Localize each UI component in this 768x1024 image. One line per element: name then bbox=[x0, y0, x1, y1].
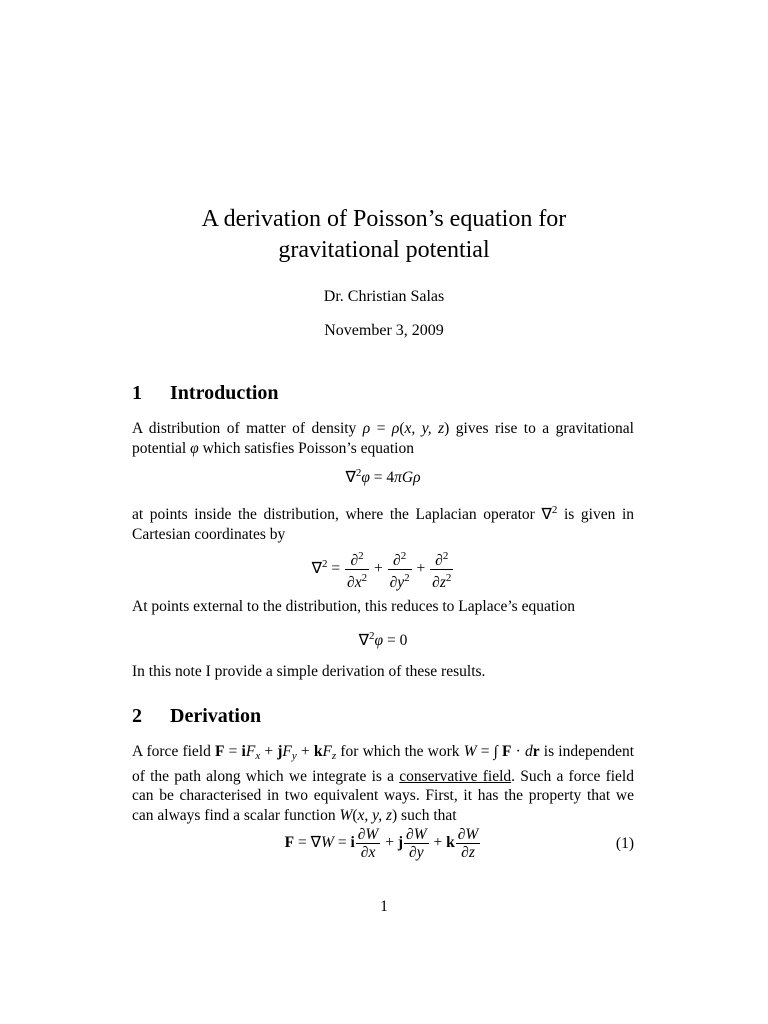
section-heading-derivation bbox=[132, 705, 261, 728]
paper-title bbox=[100, 204, 668, 266]
conservative-field-link[interactable]: conservative field bbox=[399, 767, 512, 785]
equation-1-gradient: F = ∇W = i $\frac{\partial W}{\partial x}$ + j $\frac{\partial W}{\partial y}$ + k $\frac{\partial W}{\partial z}$ bbox=[284, 826, 479, 861]
title-line-1: A derivation of Poisson’s equation for bbox=[201, 206, 567, 232]
equation-laplace: ∇$^2$φ = 0 bbox=[358, 630, 408, 649]
intro-paragraph-3: At points external to the distribution, this reduces to Laplace’s equation bbox=[132, 598, 575, 615]
section-title: Derivation bbox=[170, 705, 262, 727]
page-number: 1 bbox=[380, 898, 388, 915]
intro-paragraph-2: at points inside the distribution, where the Laplacian operator ∇$^2$ is given in Cartesian coordinates by bbox=[132, 504, 634, 543]
section-heading-introduction bbox=[132, 382, 279, 405]
publication-date: November 3, 2009 bbox=[324, 322, 444, 339]
equation-number: (1) bbox=[615, 835, 634, 852]
derivation-paragraph-1: A force field $F = iF_x + jF_y + kF_z$ for which the work W = ∫ F · dr is independent of the path along which we integrate is a conservative field. Such a force field can be characterised in two equivalent ways. First, it has the property that we can always find a scalar function W(x, y, z) such that bbox=[132, 743, 635, 824]
equation-laplacian: ∇$^2$ = $\frac{\partial^2}{\partial x^2}$ + $\frac{\partial^2}{\partial y^2}$ + $\frac{\partial^2}{\partial z^2}$ bbox=[311, 550, 452, 591]
section-number: 1 bbox=[132, 382, 142, 404]
title-line-2: gravitational potential bbox=[278, 237, 490, 263]
intro-paragraph-4: In this note I provide a simple derivation of these results. bbox=[132, 663, 486, 680]
section-number: 2 bbox=[132, 705, 142, 727]
section-title: Introduction bbox=[170, 382, 279, 404]
intro-paragraph-1: A distribution of matter of density ρ = ρ(x, y, z) gives rise to a gravitational potential φ which satisfies Poisson’s equation bbox=[132, 420, 634, 457]
equation-poisson: ∇$^2$φ = 4πGρ bbox=[345, 467, 421, 486]
author-name: Dr. Christian Salas bbox=[323, 288, 445, 305]
